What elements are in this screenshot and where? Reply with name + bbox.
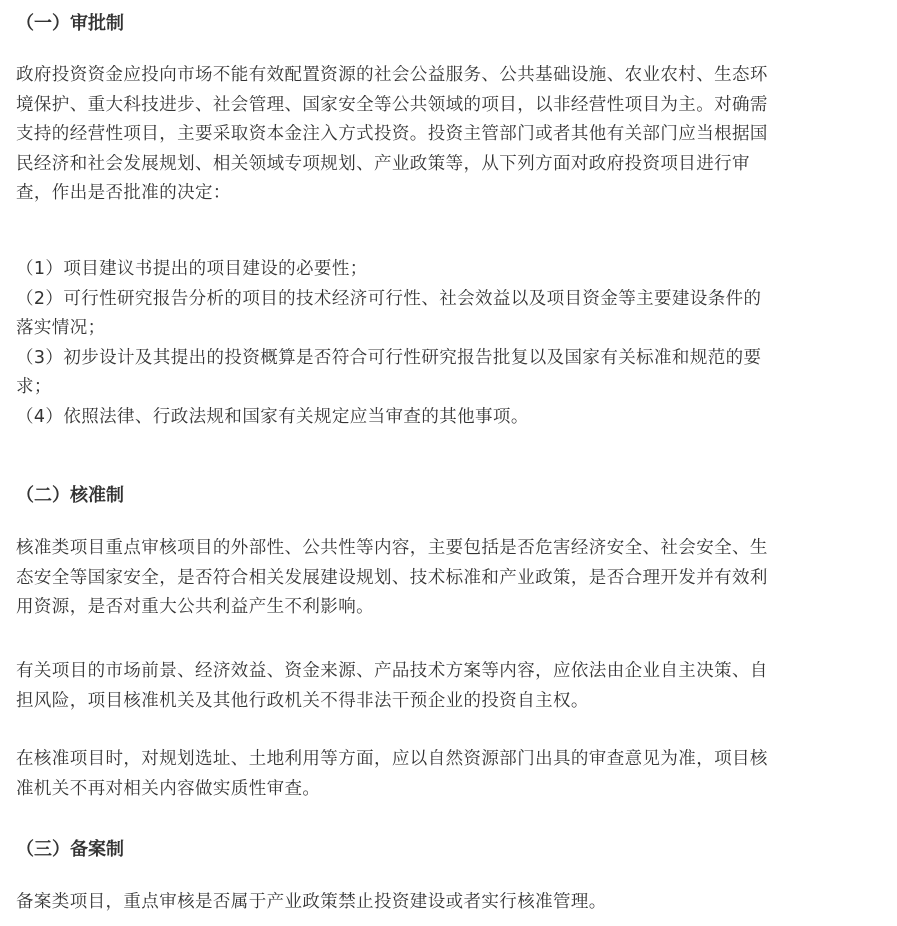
text-line: 担风险，项目核准机关及其他行政机关不得非法干预企业的投资自主权。	[16, 690, 589, 711]
text-line: 备案类项目，重点审核是否属于产业政策禁止投资建设或者实行核准管理。	[16, 892, 607, 912]
text-line: 准机关不再对相关内容做实质性审查。	[16, 778, 321, 799]
section-heading-filing: （三）备案制	[16, 839, 124, 860]
text-line: 有关项目的市场前景、经济效益、资金来源、产品技术方案等内容，应依法由企业自主决策、自	[16, 661, 768, 681]
text-line: 求；	[16, 377, 52, 398]
text-line: 落实情况；	[16, 318, 106, 339]
section-heading-verification: （二）核准制	[16, 485, 124, 506]
text-line: 在核准项目时，对规划选址、土地利用等方面，应以自然资源部门出具的审查意见为准，项目核	[16, 749, 768, 769]
text-line: 查，作出是否批准的决定：	[16, 183, 231, 204]
text-line: 民经济和社会发展规划、相关领域专项规划、产业政策等，从下列方面对政府投资项目进行审	[16, 153, 750, 174]
paragraph-approval-criteria	[16, 255, 886, 433]
section-heading-approval: （一）审批制	[16, 13, 124, 34]
list-item: （3）初步设计及其提出的投资概算是否符合可行性研究报告批复以及国家有关标准和规范的要	[16, 347, 762, 368]
text-line: 用资源，是否对重大公共利益产生不利影响。	[16, 597, 374, 618]
paragraph-verification-scope	[16, 534, 886, 623]
text-line: 境保护、重大科技进步、社会管理、国家安全等公共领域的项目，以非经营性项目为主。对确需	[16, 94, 768, 115]
text-line: 核准类项目重点审核项目的外部性、公共性等内容，主要包括是否危害经济安全、社会安全、生	[16, 538, 768, 558]
paragraph-verification-autonomy	[16, 657, 886, 716]
list-item: （4）依照法律、行政法规和国家有关规定应当审查的其他事项。	[16, 406, 529, 427]
paragraph-filing	[16, 888, 886, 918]
paragraph-verification-land-use	[16, 745, 886, 804]
list-item: （2）可行性研究报告分析的项目的技术经济可行性、社会效益以及项目资金等主要建设条件的	[16, 288, 762, 309]
list-item: （1）项目建议书提出的项目建设的必要性；	[16, 259, 368, 279]
text-line: 支持的经营性项目，主要采取资本金注入方式投资。投资主管部门或者其他有关部门应当根据国	[16, 124, 768, 145]
text-line: 政府投资资金应投向市场不能有效配置资源的社会公益服务、公共基础设施、农业农村、生态环	[16, 65, 768, 85]
paragraph-approval-intro	[16, 61, 886, 209]
text-line: 态安全等国家安全，是否符合相关发展建设规划、技术标准和产业政策，是否合理开发并有效利	[16, 567, 768, 588]
